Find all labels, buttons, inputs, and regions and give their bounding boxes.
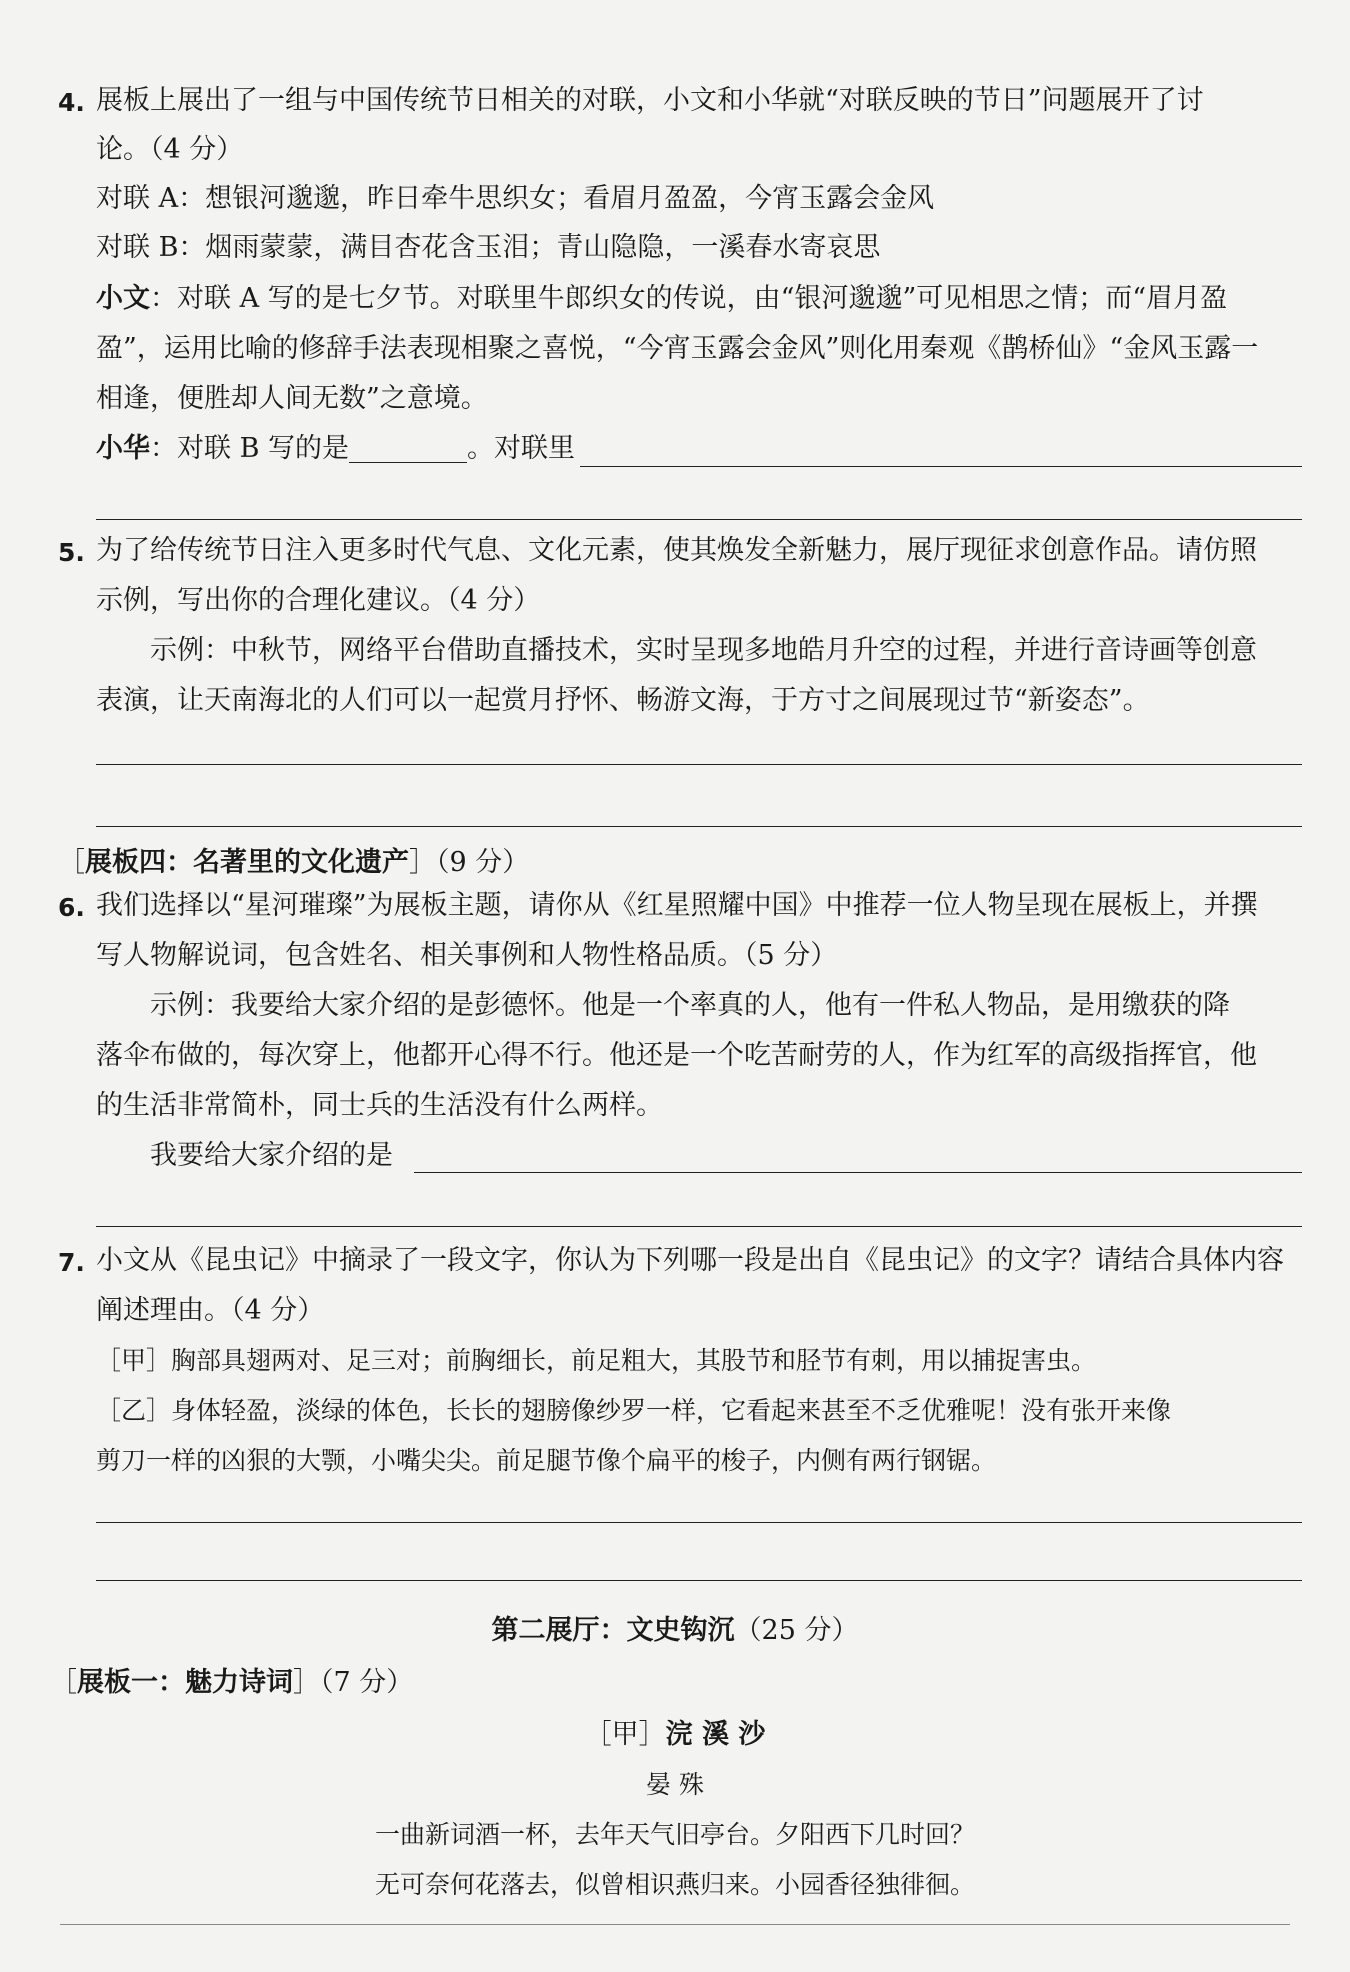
xiaohua-line (96, 430, 575, 468)
question-5-number: 5. (58, 538, 85, 567)
poem-title: 浣 溪 沙 (665, 1719, 766, 1750)
question-7-answer-line-2[interactable] (96, 1580, 1302, 1581)
xiaowen-line2: 盈”，运用比喻的修辞手法表现相聚之喜悦，“今宵玉露会金风”则化用秦观《鹊桥仙》“金风玉露一 (96, 333, 1259, 364)
poem-label: ［甲］ (584, 1719, 666, 1750)
xiaohua-text-b: 。对联里 (467, 433, 576, 464)
question-4-prompt-line2: 论。（4 分） (96, 134, 244, 165)
question-5-example-line2: 表演，让天南海北的人们可以一起赏月抒怀、畅游文海，于方寸之间展现过节“新姿态”。 (96, 685, 1150, 716)
question-7-prompt-line1: 小文从《昆虫记》中摘录了一段文字，你认为下列哪一段是出自《昆虫记》的文字？请结合具体内容 (96, 1245, 1284, 1276)
board-4-title: 展板四：名著里的文化遗产 (85, 847, 409, 878)
question-7-answer-line-1[interactable] (96, 1522, 1302, 1523)
couplet-a: 对联 A：想银河邈邈，昨日牵牛思织女；看眉月盈盈，今宵玉露会金风 (96, 183, 935, 214)
excerpt-yi-line2: 剪刀一样的凶狠的大颚，小嘴尖尖。前足腿节像个扁平的梭子，内侧有两行钢锯。 (96, 1446, 997, 1475)
question-5-answer-line-2[interactable] (96, 826, 1302, 827)
question-6-answer-line-2[interactable] (96, 1226, 1302, 1227)
question-4-number: 4. (58, 88, 85, 117)
festival-blank[interactable] (349, 434, 467, 463)
xiaowen-line1 (96, 280, 1227, 318)
xiaohua-answer-line-2[interactable] (96, 519, 1302, 520)
board-1-points: （7 分） (320, 1667, 414, 1698)
xiaowen-text1: ：对联 A 写的是七夕节。对联里牛郎织女的传说，由“银河邈邈”可见相思之情；而“眉月盈 (150, 283, 1228, 314)
question-6-example-line1: 示例：我要给大家介绍的是彭德怀。他是一个率真的人，他有一件私人物品，是用缴获的降 (150, 990, 1230, 1021)
question-6-prompt-line1: 我们选择以“星河璀璨”为展板主题，请你从《红星照耀中国》中推荐一位人物呈现在展板上，并撰 (96, 890, 1258, 921)
excerpt-yi-line1: ［乙］身体轻盈，淡绿的体色，长长的翅膀像纱罗一样，它看起来甚至不乏优雅呢！没有张开来像 (96, 1396, 1172, 1425)
xiaowen-line3: 相逢，便胜却人间无数”之意境。 (96, 383, 488, 414)
board-4-points: （9 分） (436, 847, 530, 878)
question-6-example-line3: 的生活非常简朴，同士兵的生活没有什么两样。 (96, 1090, 663, 1121)
board-1-heading: ［展板一：魅力诗词］（7 分） (50, 1667, 414, 1698)
poem-author: 晏 殊 (646, 1770, 704, 1799)
hall-2-points: （25 分） (734, 1615, 859, 1646)
question-6-number: 6. (58, 893, 85, 922)
question-5-example-line1: 示例：中秋节，网络平台借助直播技术，实时呈现多地皓月升空的过程，并进行音诗画等创意 (150, 635, 1257, 666)
question-5-prompt-line1: 为了给传统节日注入更多时代气息、文化元素，使其焕发全新魅力，展厅现征求创意作品。请仿照 (96, 535, 1257, 566)
poem-line-1: 一曲新词酒一杯，去年天气旧亭台。夕阳西下几时回？ (374, 1820, 975, 1849)
excerpt-jia: ［甲］胸部具翅两对、足三对；前胸细长，前足粗大，其股节和胫节有刺，用以捕捉害虫。 (96, 1346, 1097, 1375)
board-1-title: 展板一：魅力诗词 (77, 1667, 293, 1698)
hall-2-heading (0, 1608, 1350, 1647)
couplet-b: 对联 B：烟雨蒙蒙，满目杏花含玉泪；青山隐隐，一溪春水寄哀思 (96, 232, 881, 263)
poem-heading (0, 1712, 1350, 1751)
xiaohua-label: 小华 (96, 433, 150, 464)
question-7-prompt-line2: 阐述理由。（4 分） (96, 1295, 325, 1326)
question-6-prompt-line2: 写人物解说词，包含姓名、相关事例和人物性格品质。（5 分） (96, 940, 838, 971)
question-6-example-line2: 落伞布做的，每次穿上，他都开心得不行。他还是一个吃苦耐劳的人，作为红军的高级指挥官，他 (96, 1040, 1257, 1071)
question-4-prompt-line1: 展板上展出了一组与中国传统节日相关的对联，小文和小华就“对联反映的节日”问题展开了讨 (96, 85, 1204, 116)
question-6-answer-lead: 我要给大家介绍的是 (150, 1140, 393, 1171)
xiaohua-text-a: ：对联 B 写的是 (150, 433, 350, 464)
question-7-number: 7. (58, 1248, 85, 1277)
hall-2-title: 第二展厅：文史钩沉 (491, 1615, 735, 1646)
question-5-prompt-line2: 示例，写出你的合理化建议。（4 分） (96, 585, 541, 616)
question-6-answer-line-1[interactable] (414, 1172, 1302, 1173)
xiaohua-answer-line-1[interactable] (580, 466, 1302, 467)
page-bottom-divider (60, 1924, 1290, 1925)
board-4-heading: ［展板四：名著里的文化遗产］（9 分） (58, 847, 530, 878)
question-5-answer-line-1[interactable] (96, 764, 1302, 765)
poem-line-2: 无可奈何花落去，似曾相识燕归来。小园香径独徘徊。 (374, 1870, 975, 1899)
xiaowen-label: 小文 (96, 283, 150, 314)
